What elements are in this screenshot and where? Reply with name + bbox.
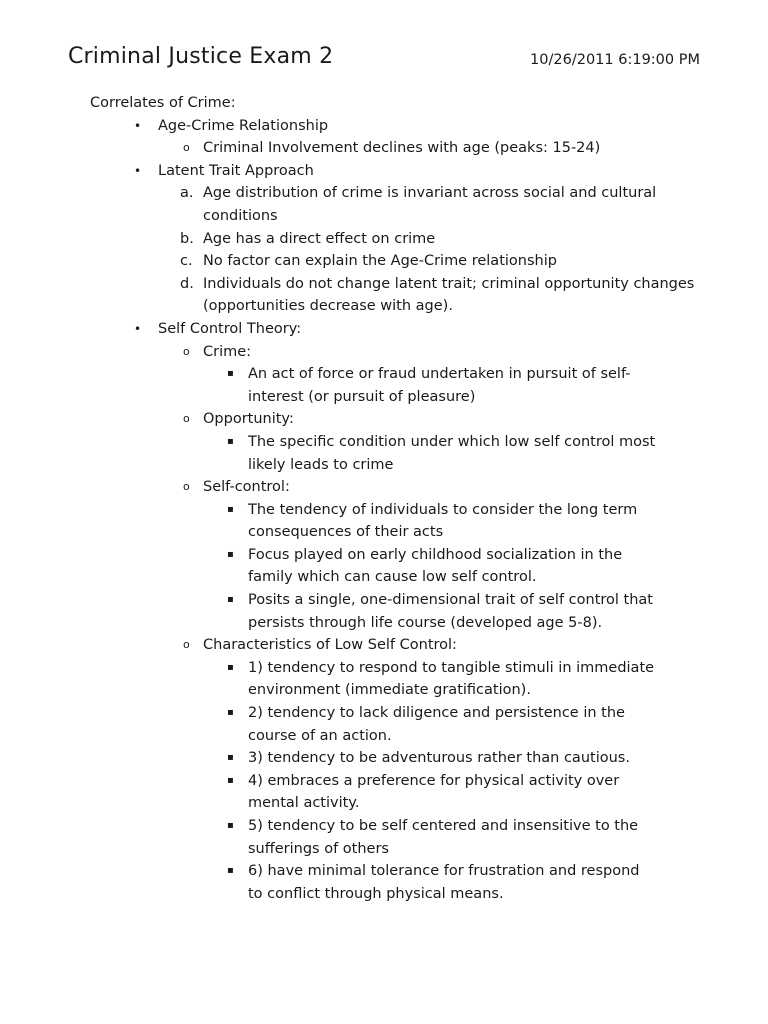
list-item [203, 431, 656, 476]
list-item [203, 815, 656, 860]
list-item-text: 3) tendency to be adventurous rather than cautious. [248, 750, 630, 767]
circle-marker: o [183, 480, 190, 494]
letter-marker: b. [180, 230, 194, 247]
list-item-text: The tendency of individuals to consider the long term consequences of their acts [248, 501, 638, 541]
topic-label: Age-Crime Relationship [158, 117, 329, 134]
list-item [158, 137, 700, 160]
circle-marker: o [183, 412, 190, 426]
circle-marker: o [183, 344, 190, 358]
list-item [203, 702, 656, 747]
square-marker: ▪ [227, 865, 234, 877]
list-item [203, 747, 656, 770]
detail-list [203, 499, 700, 635]
letter-marker: a. [180, 185, 194, 202]
list-item-text: 4) embraces a preference for physical activity over mental activity. [248, 772, 620, 812]
letter-marker: d. [180, 275, 194, 292]
list-item [203, 657, 656, 702]
list-item-text: 5) tendency to be self centered and insensitive to the sufferings of others [248, 818, 639, 857]
square-marker: ▪ [227, 661, 234, 673]
square-marker: ▪ [227, 435, 234, 447]
square-marker: ▪ [227, 368, 234, 380]
circle-marker: o [183, 141, 190, 155]
list-item [158, 250, 698, 273]
subtopic-label: Characteristics of Low Self Control: [203, 637, 457, 654]
subtopic-opportunity [158, 408, 700, 476]
list-item-text: 2) tendency to lack diligence and persistence in the course of an action. [248, 705, 625, 744]
circle-marker: o [183, 638, 190, 652]
topic-self-control-theory [90, 318, 700, 905]
subtopic-list [158, 137, 700, 160]
lettered-list [158, 182, 700, 318]
square-marker: ▪ [227, 594, 234, 606]
subtopic-crime [158, 341, 700, 409]
list-item-text: Criminal Involvement declines with age (peaks: 15-24) [203, 140, 601, 157]
list-item [203, 770, 656, 815]
subtopic-label: Crime: [203, 343, 252, 360]
list-item [203, 860, 656, 905]
topic-list [90, 115, 700, 906]
detail-list [203, 657, 700, 906]
square-marker: ▪ [227, 503, 234, 515]
subtopic-self-control [158, 476, 700, 634]
bullet-marker: • [134, 118, 142, 133]
list-item [203, 499, 656, 544]
topic-label: Latent Trait Approach [158, 162, 314, 179]
list-item [158, 182, 698, 227]
list-item-text: Age distribution of crime is invariant across social and cultural conditions [203, 185, 657, 224]
subtopic-low-self-control [158, 634, 700, 905]
list-item [158, 273, 698, 318]
topic-label: Self Control Theory: [158, 320, 302, 337]
document-timestamp: 10/26/2011 6:19:00 PM [530, 52, 700, 68]
section-heading: Correlates of Crime: [90, 95, 236, 111]
bullet-marker: • [134, 321, 142, 336]
list-item-text: 1) tendency to respond to tangible stimuli in immediate environment (immediate gratification). [248, 659, 655, 699]
list-item [203, 544, 656, 589]
topic-latent-trait [90, 160, 700, 318]
detail-list [203, 431, 700, 476]
subtopic-label: Opportunity: [203, 411, 294, 428]
document-title: Criminal Justice Exam 2 [68, 44, 334, 69]
square-marker: ▪ [227, 774, 234, 786]
square-marker: ▪ [227, 548, 234, 560]
list-item-text: Age has a direct effect on crime [203, 230, 436, 247]
list-item [203, 363, 656, 408]
detail-list [203, 363, 700, 408]
list-item-text: Individuals do not change latent trait; criminal opportunity changes (opportunities decrease with age). [203, 275, 695, 315]
notes-body [90, 92, 700, 905]
list-item [158, 228, 698, 251]
list-item-text: An act of force or fraud undertaken in pursuit of self-interest (or pursuit of pleasure) [248, 366, 631, 405]
square-marker: ▪ [227, 752, 234, 764]
list-item-text: Posits a single, one-dimensional trait of self control that persists through life course (developed age 5-8). [248, 592, 653, 631]
square-marker: ▪ [227, 820, 234, 831]
subtopic-label: Self-control: [203, 479, 290, 496]
subtopic-list [158, 341, 700, 906]
bullet-marker: • [134, 163, 142, 178]
letter-marker: c. [180, 253, 193, 270]
list-item [203, 589, 656, 634]
topic-age-crime [90, 115, 700, 160]
list-item-text: No factor can explain the Age-Crime relationship [203, 253, 557, 270]
list-item-text: The specific condition under which low self control most likely leads to crime [248, 433, 656, 473]
list-item-text: 6) have minimal tolerance for frustration and respond to conflict through physical means. [248, 863, 640, 902]
list-item-text: Focus played on early childhood socialization in the family which can cause low self control. [248, 546, 623, 586]
square-marker: ▪ [227, 707, 234, 719]
